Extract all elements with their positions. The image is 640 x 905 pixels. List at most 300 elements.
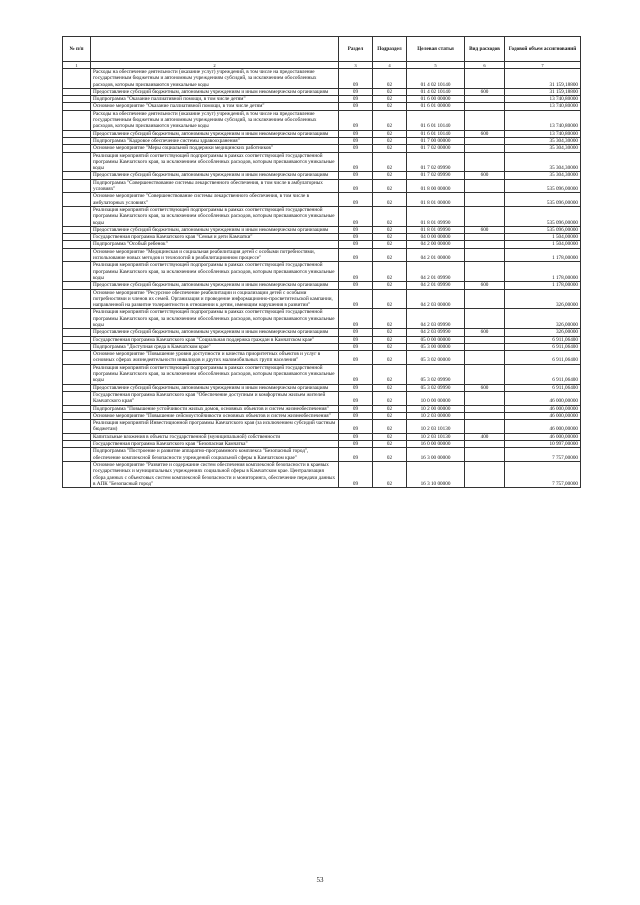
row-subsection-cell: 02 <box>373 461 407 487</box>
row-name-cell: Предоставление субсидий бюджетным, автономным учреждениям и иным некоммерческим организациям <box>91 384 339 391</box>
row-amount-cell: 1 178,00000 <box>505 282 581 289</box>
row-num-cell <box>63 412 91 419</box>
row-num-cell <box>63 309 91 329</box>
row-target-cell: 04 2 03 09990 <box>407 309 465 329</box>
row-amount-cell: 326,00000 <box>505 329 581 336</box>
table-row <box>63 206 581 226</box>
row-num-cell <box>63 96 91 103</box>
table-row <box>63 110 581 130</box>
row-subsection-cell: 02 <box>373 110 407 130</box>
row-name-cell: Основное мероприятие "Меры социальной поддержки медицинских работников" <box>91 145 339 152</box>
row-amount-cell: 35 304,30000 <box>505 137 581 144</box>
row-subsection-cell: 02 <box>373 289 407 309</box>
table-row <box>63 289 581 309</box>
row-target-cell: 10 2 03 10130 <box>407 433 465 440</box>
row-section-cell: 09 <box>339 441 373 448</box>
row-num-cell <box>63 448 91 462</box>
row-subsection-cell: 02 <box>373 282 407 289</box>
row-target-cell: 04 0 00 00000 <box>407 234 465 241</box>
row-exp-type-cell <box>465 412 505 419</box>
row-num-cell <box>63 248 91 262</box>
row-target-cell: 01 7 02 00000 <box>407 145 465 152</box>
row-name-cell: Подпрограмма "Особый ребенок" <box>91 241 339 248</box>
row-num-cell <box>63 193 91 207</box>
row-target-cell: 04 2 03 09990 <box>407 329 465 336</box>
row-amount-cell: 13 740,80000 <box>505 96 581 103</box>
table-row <box>63 172 581 179</box>
row-name-cell: Предоставление субсидий бюджетным, автономным учреждениям и иным некоммерческим организациям <box>91 130 339 137</box>
row-num-cell <box>63 241 91 248</box>
row-subsection-cell: 02 <box>373 96 407 103</box>
table-row <box>63 179 581 193</box>
row-target-cell: 01 7 02 09990 <box>407 172 465 179</box>
row-name-cell: Подпрограмма "Совершенствование системы лекарственного обеспечения, в том числе в амбулаторных условиях" <box>91 179 339 193</box>
header-name <box>91 37 339 62</box>
table-row <box>63 405 581 412</box>
table-row <box>63 234 581 241</box>
header-num: № п/п <box>63 37 91 62</box>
row-num-cell <box>63 130 91 137</box>
row-exp-type-cell <box>465 179 505 193</box>
row-num-cell <box>63 152 91 172</box>
row-subsection-cell: 02 <box>373 309 407 329</box>
row-exp-type-cell <box>465 248 505 262</box>
row-section-cell: 09 <box>339 405 373 412</box>
row-num-cell <box>63 137 91 144</box>
row-num-cell <box>63 384 91 391</box>
table-row <box>63 248 581 262</box>
budget-table <box>62 36 581 488</box>
row-target-cell: 10 2 03 10130 <box>407 420 465 434</box>
row-exp-type-cell: 600 <box>465 282 505 289</box>
table-row <box>63 282 581 289</box>
row-name-cell: Предоставление субсидий бюджетным, автономным учреждениям и иным некоммерческим организациям <box>91 88 339 95</box>
row-amount-cell: 35 304,30000 <box>505 152 581 172</box>
row-name-cell: Предоставление субсидий бюджетным, автономным учреждениям и иным некоммерческим организациям <box>91 282 339 289</box>
header-section: Раздел <box>339 37 373 62</box>
row-section-cell: 09 <box>339 88 373 95</box>
row-amount-cell: 326,00000 <box>505 289 581 309</box>
row-exp-type-cell: 600 <box>465 329 505 336</box>
row-amount-cell: 535 096,00000 <box>505 179 581 193</box>
row-num-cell <box>63 110 91 130</box>
row-target-cell: 10 2 00 00000 <box>407 405 465 412</box>
row-section-cell: 09 <box>339 241 373 248</box>
row-amount-cell: 35 304,30000 <box>505 145 581 152</box>
col-number: 1 <box>63 62 91 69</box>
row-subsection-cell: 02 <box>373 69 407 89</box>
row-name-cell: Государственная программа Камчатского края "Социальная поддержка граждан в Камчатском крае" <box>91 336 339 343</box>
row-amount-cell: 46 000,00000 <box>505 405 581 412</box>
header-target: Целевая статья <box>407 37 465 62</box>
row-subsection-cell: 02 <box>373 179 407 193</box>
col-number: 3 <box>339 62 373 69</box>
row-exp-type-cell <box>465 262 505 282</box>
row-name-cell: Расходы на обеспечение деятельности (оказание услуг) учреждений, в том числе на предоставление государственным бюджетным и автономным учреждениям субсидий, за исключением обособленных расходов, которым присваиваются уникальные коды <box>91 110 339 130</box>
col-number: 2 <box>91 62 339 69</box>
row-exp-type-cell <box>465 448 505 462</box>
row-amount-cell: 1 178,00000 <box>505 262 581 282</box>
row-target-cell: 01 6 01 10140 <box>407 130 465 137</box>
row-exp-type-cell <box>465 420 505 434</box>
row-subsection-cell: 02 <box>373 130 407 137</box>
row-exp-type-cell <box>465 441 505 448</box>
row-name-cell: Основное мероприятие "Повышение уровня доступности и качества приоритетных объектов и услуг в основных сферах жизнедеятельности инвалидов и других маломобильных групп населения" <box>91 351 339 365</box>
row-name-cell: Реализация мероприятий соответствующей подпрограммы в рамках соответствующей государственной программы Камчатского края, за исключением обособленных расходов, которым присваиваются уникальные коды <box>91 364 339 384</box>
row-amount-cell: 6 911,06400 <box>505 384 581 391</box>
row-exp-type-cell <box>465 110 505 130</box>
table-row <box>63 262 581 282</box>
row-subsection-cell: 02 <box>373 88 407 95</box>
header-exp-type: Вид расходов <box>465 37 505 62</box>
row-subsection-cell: 02 <box>373 172 407 179</box>
row-amount-cell: 1 504,00000 <box>505 234 581 241</box>
row-num-cell <box>63 461 91 487</box>
table-row <box>63 343 581 350</box>
row-name-cell: Расходы на обеспечение деятельности (оказание услуг) учреждений, в том числе на предоставление государственным бюджетным и автономным учреждениям субсидий, за исключением обособленных расходов, которым присваиваются уникальные коды <box>91 69 339 89</box>
row-target-cell: 04 2 01 09990 <box>407 282 465 289</box>
row-section-cell: 09 <box>339 193 373 207</box>
row-amount-cell: 13 740,80000 <box>505 103 581 110</box>
row-target-cell: 04 2 03 00000 <box>407 289 465 309</box>
row-target-cell: 01 7 00 00000 <box>407 137 465 144</box>
table-row <box>63 193 581 207</box>
row-num-cell <box>63 206 91 226</box>
row-num-cell <box>63 420 91 434</box>
row-section-cell: 09 <box>339 461 373 487</box>
row-section-cell: 09 <box>339 130 373 137</box>
row-target-cell: 01 7 02 09990 <box>407 152 465 172</box>
row-exp-type-cell <box>465 96 505 103</box>
row-target-cell: 10 0 00 00000 <box>407 391 465 405</box>
row-section-cell: 09 <box>339 110 373 130</box>
row-target-cell: 16 3 00 00000 <box>407 448 465 462</box>
row-amount-cell: 6 911,06400 <box>505 351 581 365</box>
row-section-cell: 09 <box>339 137 373 144</box>
table-row <box>63 384 581 391</box>
row-exp-type-cell <box>465 405 505 412</box>
row-exp-type-cell: 600 <box>465 384 505 391</box>
row-name-cell: Реализация мероприятий соответствующей подпрограммы в рамках соответствующей государственной программы Камчатского края, за исключением обособленных расходов, которым присваиваются уникальные коды <box>91 152 339 172</box>
row-num-cell <box>63 69 91 89</box>
row-section-cell: 09 <box>339 351 373 365</box>
row-section-cell: 09 <box>339 329 373 336</box>
row-target-cell: 01 6 00 00000 <box>407 96 465 103</box>
row-subsection-cell: 02 <box>373 193 407 207</box>
row-target-cell: 16 0 00 00000 <box>407 441 465 448</box>
row-exp-type-cell: 600 <box>465 88 505 95</box>
row-name-cell: Подпрограмма "Повышение устойчивости жилых домов, основных объектов и систем жизнеобеспечения" <box>91 405 339 412</box>
row-section-cell: 09 <box>339 448 373 462</box>
row-section-cell: 09 <box>339 336 373 343</box>
row-name-cell: Подпрограмма "Доступная среда в Камчатском крае" <box>91 343 339 350</box>
table-row <box>63 441 581 448</box>
row-target-cell: 05 3 02 00000 <box>407 351 465 365</box>
row-name-cell: Подпрограмма "Кадровое обеспечение системы здравоохранения" <box>91 137 339 144</box>
row-subsection-cell: 02 <box>373 343 407 350</box>
row-num-cell <box>63 145 91 152</box>
row-section-cell: 09 <box>339 282 373 289</box>
row-section-cell: 09 <box>339 234 373 241</box>
row-section-cell: 09 <box>339 384 373 391</box>
row-exp-type-cell <box>465 461 505 487</box>
row-subsection-cell: 02 <box>373 412 407 419</box>
row-section-cell: 09 <box>339 262 373 282</box>
row-amount-cell: 535 096,00000 <box>505 226 581 233</box>
row-target-cell: 05 3 02 09990 <box>407 384 465 391</box>
row-section-cell: 09 <box>339 226 373 233</box>
row-amount-cell: 535 096,00000 <box>505 206 581 226</box>
table-row <box>63 96 581 103</box>
row-amount-cell: 46 000,00000 <box>505 391 581 405</box>
row-section-cell: 09 <box>339 289 373 309</box>
row-subsection-cell: 02 <box>373 262 407 282</box>
row-subsection-cell: 02 <box>373 234 407 241</box>
row-num-cell <box>63 364 91 384</box>
row-num-cell <box>63 262 91 282</box>
row-section-cell: 09 <box>339 152 373 172</box>
row-target-cell: 10 2 03 00000 <box>407 412 465 419</box>
row-name-cell: Предоставление субсидий бюджетным, автономным учреждениям и иным некоммерческим организациям <box>91 172 339 179</box>
row-num-cell <box>63 441 91 448</box>
row-amount-cell: 6 911,06400 <box>505 364 581 384</box>
row-target-cell: 01 8 01 09990 <box>407 226 465 233</box>
row-subsection-cell: 02 <box>373 391 407 405</box>
row-amount-cell: 1 504,00000 <box>505 241 581 248</box>
row-target-cell: 04 2 00 00000 <box>407 241 465 248</box>
row-amount-cell: 7 757,00000 <box>505 461 581 487</box>
row-target-cell: 05 3 02 09990 <box>407 364 465 384</box>
row-num-cell <box>63 329 91 336</box>
table-body <box>63 69 581 488</box>
row-num-cell <box>63 289 91 309</box>
table-row <box>63 226 581 233</box>
table-row <box>63 145 581 152</box>
row-section-cell: 09 <box>339 145 373 152</box>
header-amount: Годовой объем ассигнований <box>505 37 581 62</box>
table-row <box>63 351 581 365</box>
row-section-cell: 09 <box>339 391 373 405</box>
row-subsection-cell: 02 <box>373 420 407 434</box>
row-target-cell: 01 6 01 10140 <box>407 110 465 130</box>
header-subsection: Подраздел <box>373 37 407 62</box>
row-target-cell: 16 3 10 00000 <box>407 461 465 487</box>
page-number: 53 <box>316 876 324 884</box>
row-target-cell: 01 8 00 00000 <box>407 179 465 193</box>
row-target-cell: 01 4 02 10140 <box>407 88 465 95</box>
table-row <box>63 364 581 384</box>
row-subsection-cell: 02 <box>373 405 407 412</box>
row-name-cell: Подпрограмма "Оказание паллиативной помощи, в том числе детям" <box>91 96 339 103</box>
row-num-cell <box>63 343 91 350</box>
column-number-row <box>63 62 581 69</box>
row-exp-type-cell <box>465 364 505 384</box>
row-name-cell: Государственная программа Камчатского края "Обеспечение доступным и комфортным жильем жителей Камчатского края" <box>91 391 339 405</box>
row-amount-cell: 31 159,18800 <box>505 69 581 89</box>
row-section-cell: 09 <box>339 103 373 110</box>
row-subsection-cell: 02 <box>373 103 407 110</box>
row-name-cell: Предоставление субсидий бюджетным, автономным учреждениям и иным некоммерческим организациям <box>91 329 339 336</box>
row-amount-cell: 10 997,00000 <box>505 441 581 448</box>
row-target-cell: 01 8 01 09990 <box>407 206 465 226</box>
row-target-cell: 04 2 01 00000 <box>407 248 465 262</box>
row-num-cell <box>63 88 91 95</box>
row-name-cell: Реализация мероприятий соответствующей подпрограммы в рамках соответствующей государственной программы Камчатского края, за исключением обособленных расходов, которым присваиваются уникальные коды <box>91 206 339 226</box>
row-subsection-cell: 02 <box>373 336 407 343</box>
row-target-cell: 05 0 00 00000 <box>407 336 465 343</box>
row-subsection-cell: 02 <box>373 329 407 336</box>
row-target-cell: 01 4 02 10140 <box>407 69 465 89</box>
row-exp-type-cell <box>465 145 505 152</box>
row-num-cell <box>63 234 91 241</box>
row-num-cell <box>63 391 91 405</box>
row-amount-cell: 46 000,00000 <box>505 433 581 440</box>
table-row <box>63 309 581 329</box>
row-exp-type-cell <box>465 234 505 241</box>
row-num-cell <box>63 282 91 289</box>
row-name-cell: Основное мероприятие "Совершенствование системы лекарственного обеспечения, в том числе в амбулаторных условиях" <box>91 193 339 207</box>
row-section-cell: 09 <box>339 172 373 179</box>
row-section-cell: 09 <box>339 433 373 440</box>
row-exp-type-cell <box>465 152 505 172</box>
row-amount-cell: 46 000,00000 <box>505 412 581 419</box>
row-subsection-cell: 02 <box>373 448 407 462</box>
row-name-cell: Подпрограмма "Построение и развитие аппаратно-программного комплекса "Безопасный город", обеспечение комплексной безопасности учреждений социальной сферы в Камчатском крае" <box>91 448 339 462</box>
row-target-cell: 01 6 01 00000 <box>407 103 465 110</box>
table-row <box>63 69 581 89</box>
row-amount-cell: 31 159,18800 <box>505 88 581 95</box>
document-page <box>62 36 580 488</box>
row-name-cell: Государственная программа Камчатского края "Семья и дети Камчатки" <box>91 234 339 241</box>
row-amount-cell: 535 096,00000 <box>505 193 581 207</box>
row-exp-type-cell <box>465 137 505 144</box>
row-subsection-cell: 02 <box>373 206 407 226</box>
row-subsection-cell: 02 <box>373 241 407 248</box>
row-target-cell: 04 2 01 09990 <box>407 262 465 282</box>
row-name-cell: Основное мероприятие "Оказание паллиативной помощи, в том числе детям" <box>91 103 339 110</box>
row-name-cell: Реализация мероприятий соответствующей подпрограммы в рамках соответствующей государственной программы Камчатского края, за исключением обособленных расходов, которым присваиваются уникальные коды <box>91 309 339 329</box>
row-name-cell: Предоставление субсидий бюджетным, автономным учреждениям и иным некоммерческим организациям <box>91 226 339 233</box>
row-subsection-cell: 02 <box>373 145 407 152</box>
row-exp-type-cell <box>465 241 505 248</box>
row-amount-cell: 1 178,00000 <box>505 248 581 262</box>
row-num-cell <box>63 351 91 365</box>
row-subsection-cell: 02 <box>373 364 407 384</box>
row-amount-cell: 46 000,00000 <box>505 420 581 434</box>
row-section-cell: 09 <box>339 179 373 193</box>
row-subsection-cell: 02 <box>373 384 407 391</box>
row-name-cell: Государственная программа Камчатского края "Безопасная Камчатка" <box>91 441 339 448</box>
row-name-cell: Реализация мероприятий соответствующей подпрограммы в рамках соответствующей государственной программы Камчатского края, за исключением обособленных расходов, которым присваиваются уникальные коды <box>91 262 339 282</box>
table-row <box>63 391 581 405</box>
row-exp-type-cell: 600 <box>465 130 505 137</box>
row-subsection-cell: 02 <box>373 351 407 365</box>
row-num-cell <box>63 433 91 440</box>
row-amount-cell: 6 911,06400 <box>505 336 581 343</box>
row-exp-type-cell <box>465 351 505 365</box>
row-section-cell: 09 <box>339 343 373 350</box>
row-name-cell: Реализация мероприятий Инвестиционной программы Камчатского края (за исключением субсидий частным бюджетам) <box>91 420 339 434</box>
row-exp-type-cell <box>465 289 505 309</box>
row-section-cell: 09 <box>339 309 373 329</box>
table-row <box>63 448 581 462</box>
row-name-cell: Капитальные вложения в объекты государственной (муниципальной) собственности <box>91 433 339 440</box>
row-subsection-cell: 02 <box>373 433 407 440</box>
row-section-cell: 09 <box>339 206 373 226</box>
row-exp-type-cell <box>465 69 505 89</box>
row-name-cell: Основное мероприятие "Повышение сейсмоустойчивости основных объектов и систем жизнеобеспечения" <box>91 412 339 419</box>
col-number: 5 <box>407 62 465 69</box>
row-section-cell: 09 <box>339 412 373 419</box>
row-subsection-cell: 02 <box>373 248 407 262</box>
table-row <box>63 88 581 95</box>
row-subsection-cell: 02 <box>373 226 407 233</box>
row-amount-cell: 6 911,06400 <box>505 343 581 350</box>
table-row <box>63 336 581 343</box>
table-row <box>63 420 581 434</box>
row-exp-type-cell <box>465 193 505 207</box>
table-row <box>63 137 581 144</box>
row-exp-type-cell <box>465 343 505 350</box>
row-subsection-cell: 02 <box>373 441 407 448</box>
row-target-cell: 01 8 01 00000 <box>407 193 465 207</box>
row-subsection-cell: 02 <box>373 152 407 172</box>
col-number: 4 <box>373 62 407 69</box>
table-row <box>63 461 581 487</box>
table-row <box>63 329 581 336</box>
row-exp-type-cell <box>465 391 505 405</box>
row-section-cell: 09 <box>339 69 373 89</box>
row-subsection-cell: 02 <box>373 137 407 144</box>
col-number: 6 <box>465 62 505 69</box>
table-row <box>63 241 581 248</box>
row-section-cell: 09 <box>339 420 373 434</box>
row-num-cell <box>63 405 91 412</box>
row-name-cell: Основное мероприятие "Ресурсное обеспечение реабилитации и социализации детей с особыми потребностями и членов их семей. Организация и проведение информационно-просветительской кампании, направленной на развитие толерантности в отношении к детям, имеющим нарушения в развитии" <box>91 289 339 309</box>
row-exp-type-cell <box>465 309 505 329</box>
row-name-cell: Основное мероприятие "Медицинская и социальная реабилитация детей с особыми потребностями, использование новых методов и технологий в реабилитационном процессе" <box>91 248 339 262</box>
row-amount-cell: 326,00000 <box>505 309 581 329</box>
row-num-cell <box>63 103 91 110</box>
row-exp-type-cell <box>465 206 505 226</box>
table-row <box>63 433 581 440</box>
table-row <box>63 130 581 137</box>
row-exp-type-cell <box>465 336 505 343</box>
row-amount-cell: 13 740,80000 <box>505 130 581 137</box>
row-section-cell: 09 <box>339 96 373 103</box>
row-target-cell: 05 3 00 00000 <box>407 343 465 350</box>
header-row <box>63 37 581 62</box>
row-amount-cell: 13 740,80000 <box>505 110 581 130</box>
row-exp-type-cell: 400 <box>465 433 505 440</box>
row-exp-type-cell: 600 <box>465 172 505 179</box>
row-section-cell: 09 <box>339 248 373 262</box>
row-amount-cell: 35 304,30000 <box>505 172 581 179</box>
row-num-cell <box>63 179 91 193</box>
row-amount-cell: 7 757,00000 <box>505 448 581 462</box>
row-name-cell: Основное мероприятие "Развитие и содержание систем обеспечения комплексной безопасности в краевых государственных и муниципальных учреждениях социальной сферы в Камчатском крае. Централизация сбора данных с объектовых систем комплексной безопасности и мониторинга, обеспечение передачи данных в АПК "Безопасный город" <box>91 461 339 487</box>
row-section-cell: 09 <box>339 364 373 384</box>
table-row <box>63 412 581 419</box>
row-exp-type-cell <box>465 103 505 110</box>
table-row <box>63 152 581 172</box>
col-number: 7 <box>505 62 581 69</box>
row-exp-type-cell: 600 <box>465 226 505 233</box>
row-num-cell <box>63 172 91 179</box>
table-row <box>63 103 581 110</box>
row-num-cell <box>63 226 91 233</box>
row-num-cell <box>63 336 91 343</box>
